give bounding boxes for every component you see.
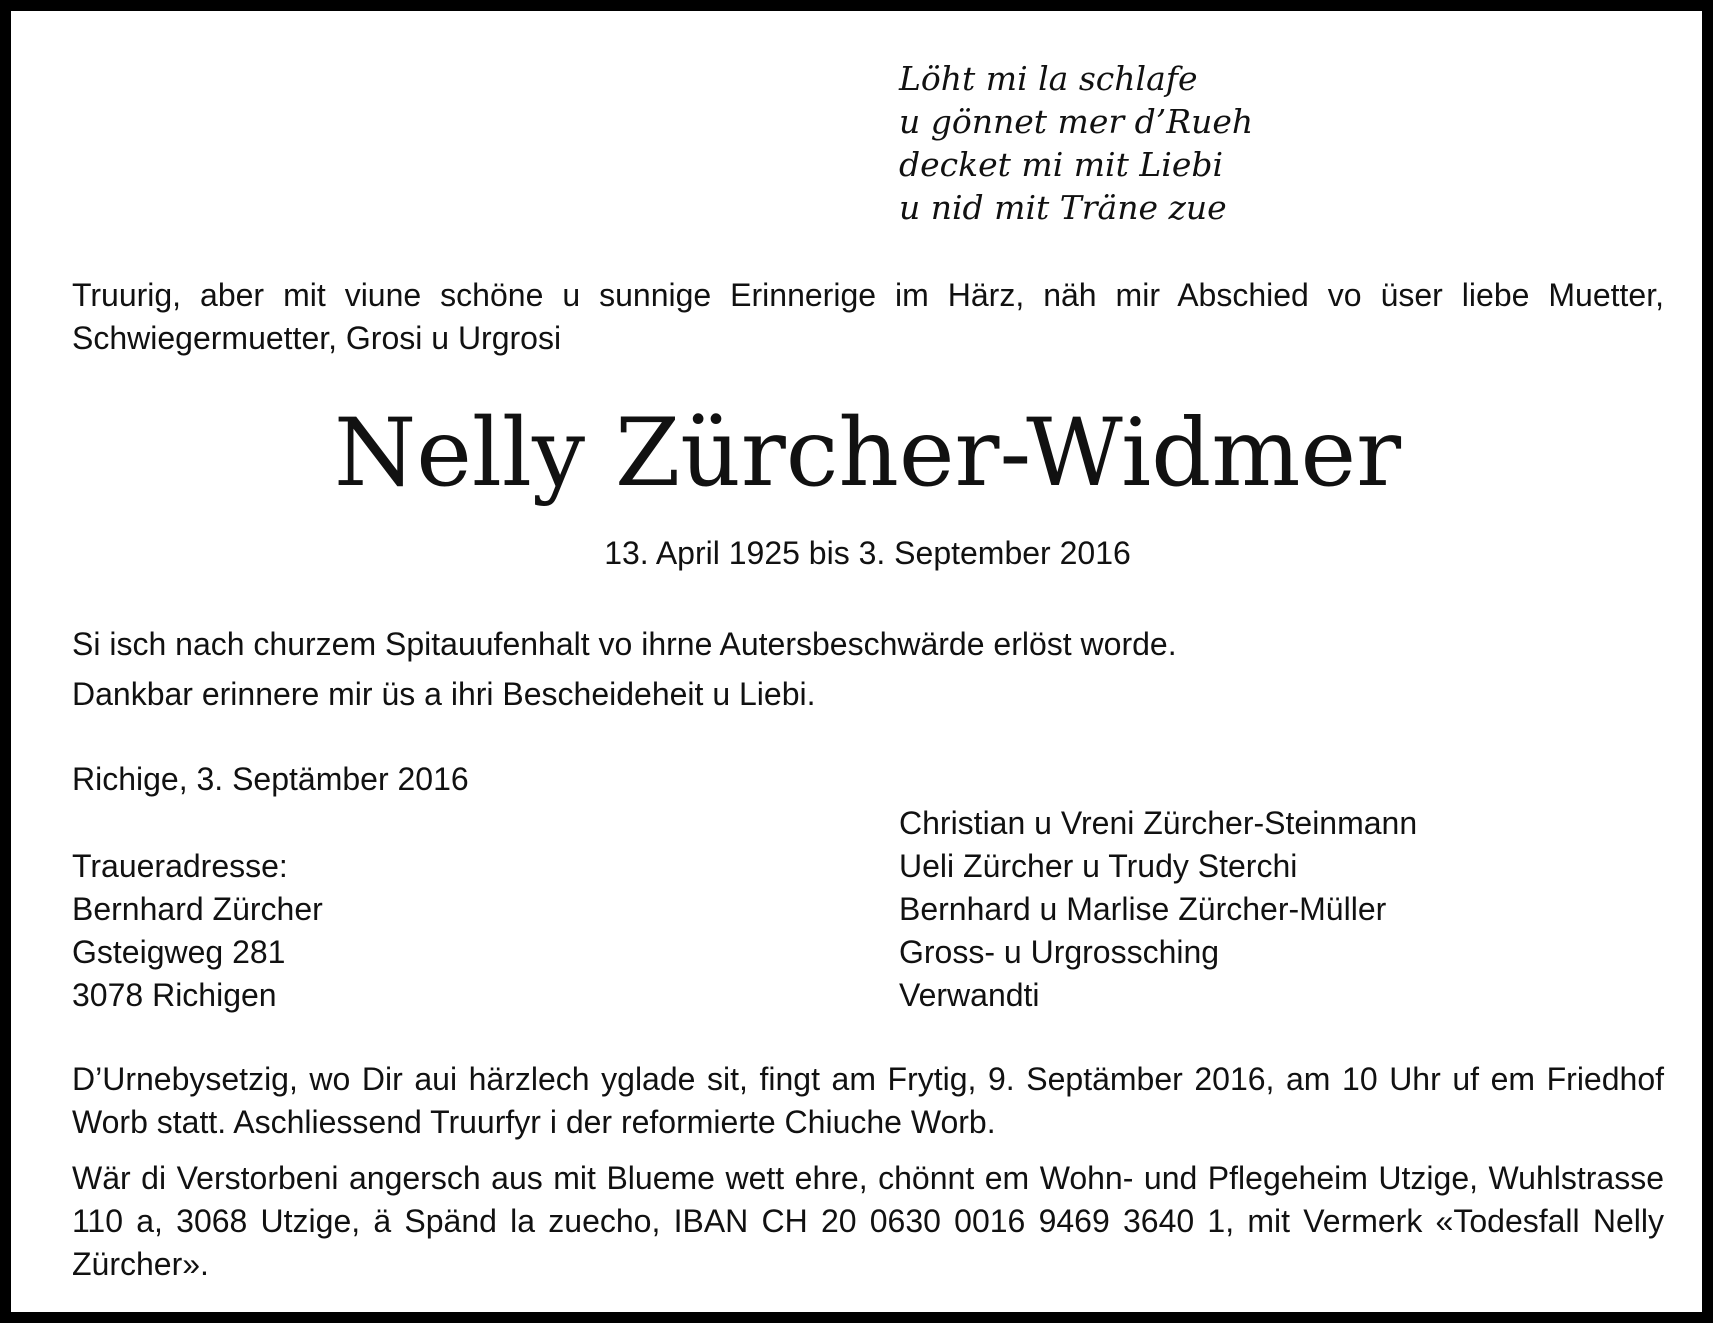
message-line: Si isch nach churzem Spitauufenhalt vo ihrne Autersbeschwärde erlöst worde. (72, 626, 1177, 662)
mourner-entry: Bernhard u Marlise Zürcher-Müller (899, 891, 1387, 927)
poem-line: Löht mi la schlafe (899, 59, 1198, 98)
address-label: Traueradresse: (72, 848, 288, 884)
mourning-address (72, 845, 323, 1017)
life-dates: 13. April 1925 bis 3. September 2016 (604, 535, 1131, 571)
mourner-entry: Ueli Zürcher u Trudy Sterchi (899, 848, 1298, 884)
mourner-entry: Verwandti (899, 977, 1040, 1013)
deceased-name: Nelly Zürcher-Widmer (333, 399, 1402, 508)
address-line: 3078 Richigen (72, 977, 277, 1013)
intro-text: Truurig, aber mit viune schöne u sunnige Erinnerige im Härz, näh mir Abschied vo üser liebe Muetter, Schwiegermuetter, Grosi u Urgrosi (72, 277, 1664, 356)
place-date: Richige, 3. Septämber 2016 (72, 761, 469, 797)
message-line: Dankbar erinnere mir üs a ihri Bescheideheit u Liebi. (72, 676, 816, 712)
mourner-entry: Christian u Vreni Zürcher-Steinmann (899, 805, 1418, 841)
funeral-info: D’Urnebysetzig, wo Dir aui härzlech yglade sit, fingt am Frytig, 9. Septämber 2016, am 10 Uhr uf em Friedhof Worb statt. Aschliessend Truurfyr i der reformierte Chiuche Worb. (72, 1061, 1664, 1140)
donation-info: Wär di Verstorbeni angersch aus mit Blueme wett ehre, chönnt em Wohn- und Pflegeheim Utzige, Wuhlstrasse 110 a, 3068 Utzige, ä Spänd la zuecho, IBAN CH 20 0630 0016 9469 3640 1, mit Vermerk «Todesfall Nelly Zürcher». (72, 1160, 1664, 1282)
address-line: Bernhard Zürcher (72, 891, 323, 927)
poem-verse (899, 57, 1253, 229)
poem-line: decket mi mit Liebi (899, 145, 1224, 184)
mourners-list (899, 802, 1417, 1017)
address-line: Gsteigweg 281 (72, 934, 286, 970)
poem-line: u gönnet mer d’Rueh (899, 102, 1254, 141)
poem-line: u nid mit Träne zue (899, 188, 1227, 227)
mourner-entry: Gross- u Urgrossching (899, 934, 1220, 970)
